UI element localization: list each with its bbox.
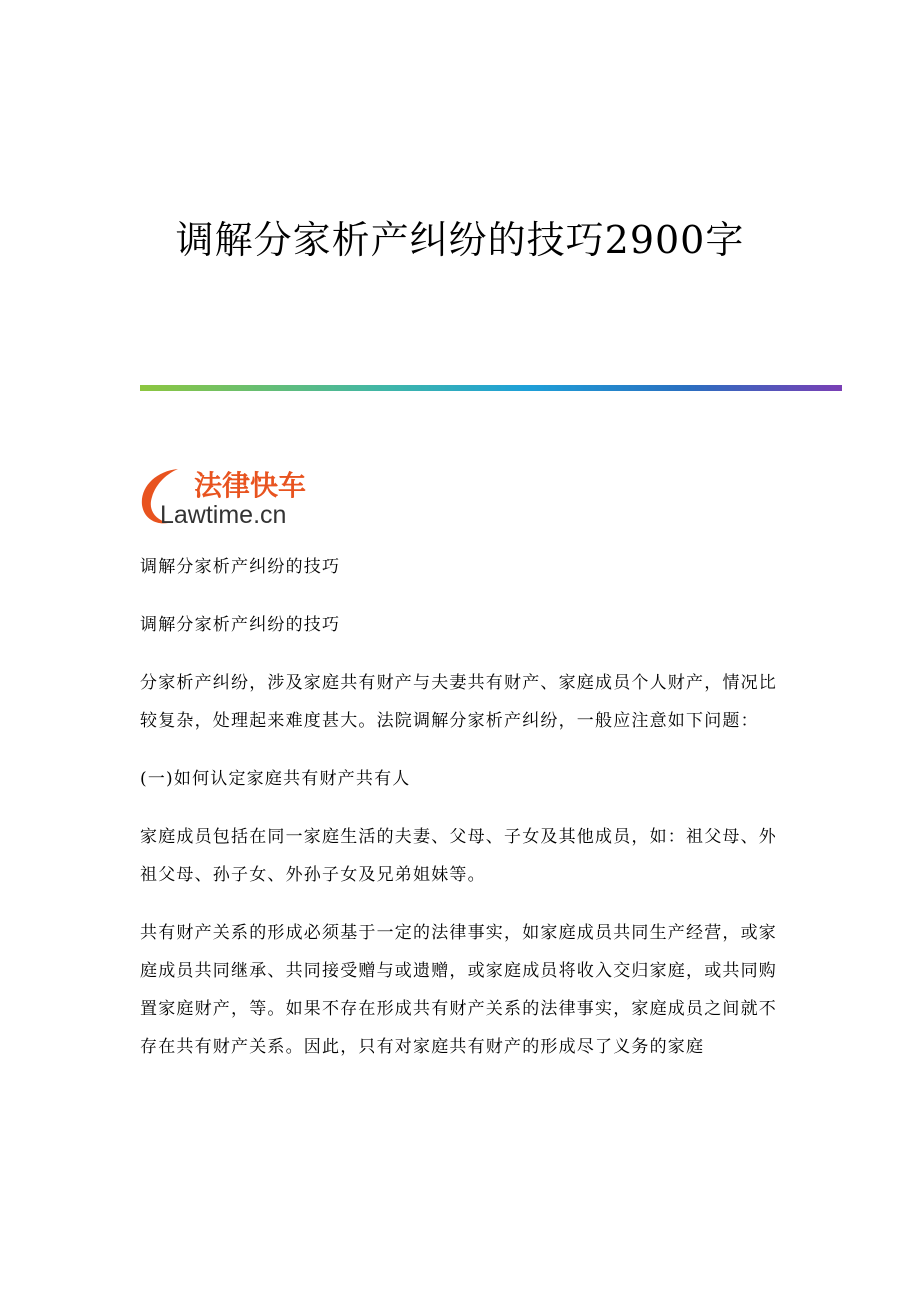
gradient-divider — [140, 385, 842, 391]
logo-chinese-name: 法律快车 — [194, 469, 307, 502]
lawtime-logo — [138, 465, 338, 529]
paragraph: 调解分家析产纠纷的技巧 — [140, 615, 341, 635]
logo-english-name: Lawtime.cn — [160, 501, 287, 529]
paragraph: 家庭成员包括在同一家庭生活的夫妻、父母、子女及其他成员，如：祖父母、外祖父母、孙子女、外孙子女及兄弟姐妹等。 — [140, 827, 777, 885]
paragraph: 共有财产关系的形成必须基于一定的法律事实，如家庭成员共同生产经营，或家庭成员共同继承、共同接受赠与或遗赠，或家庭成员将收入交归家庭，或共同购置家庭财产，等。如果不存在形成共有财产关系的法律事实，家庭成员之间就不存在共有财产关系。因此，只有对家庭共有财产的形成尽了义务的家庭 — [140, 923, 777, 1057]
paragraph: 调解分家析产纠纷的技巧 — [140, 557, 341, 577]
section-heading: (一)如何认定家庭共有财产共有人 — [140, 769, 411, 789]
paragraph: 分家析产纠纷，涉及家庭共有财产与夫妻共有财产、家庭成员个人财产，情况比较复杂，处理起来难度甚大。法院调解分家析产纠纷，一般应注意如下问题： — [140, 673, 777, 731]
document-title: 调解分家析产纠纷的技巧2900字 — [175, 218, 745, 262]
article-body — [140, 548, 780, 1086]
